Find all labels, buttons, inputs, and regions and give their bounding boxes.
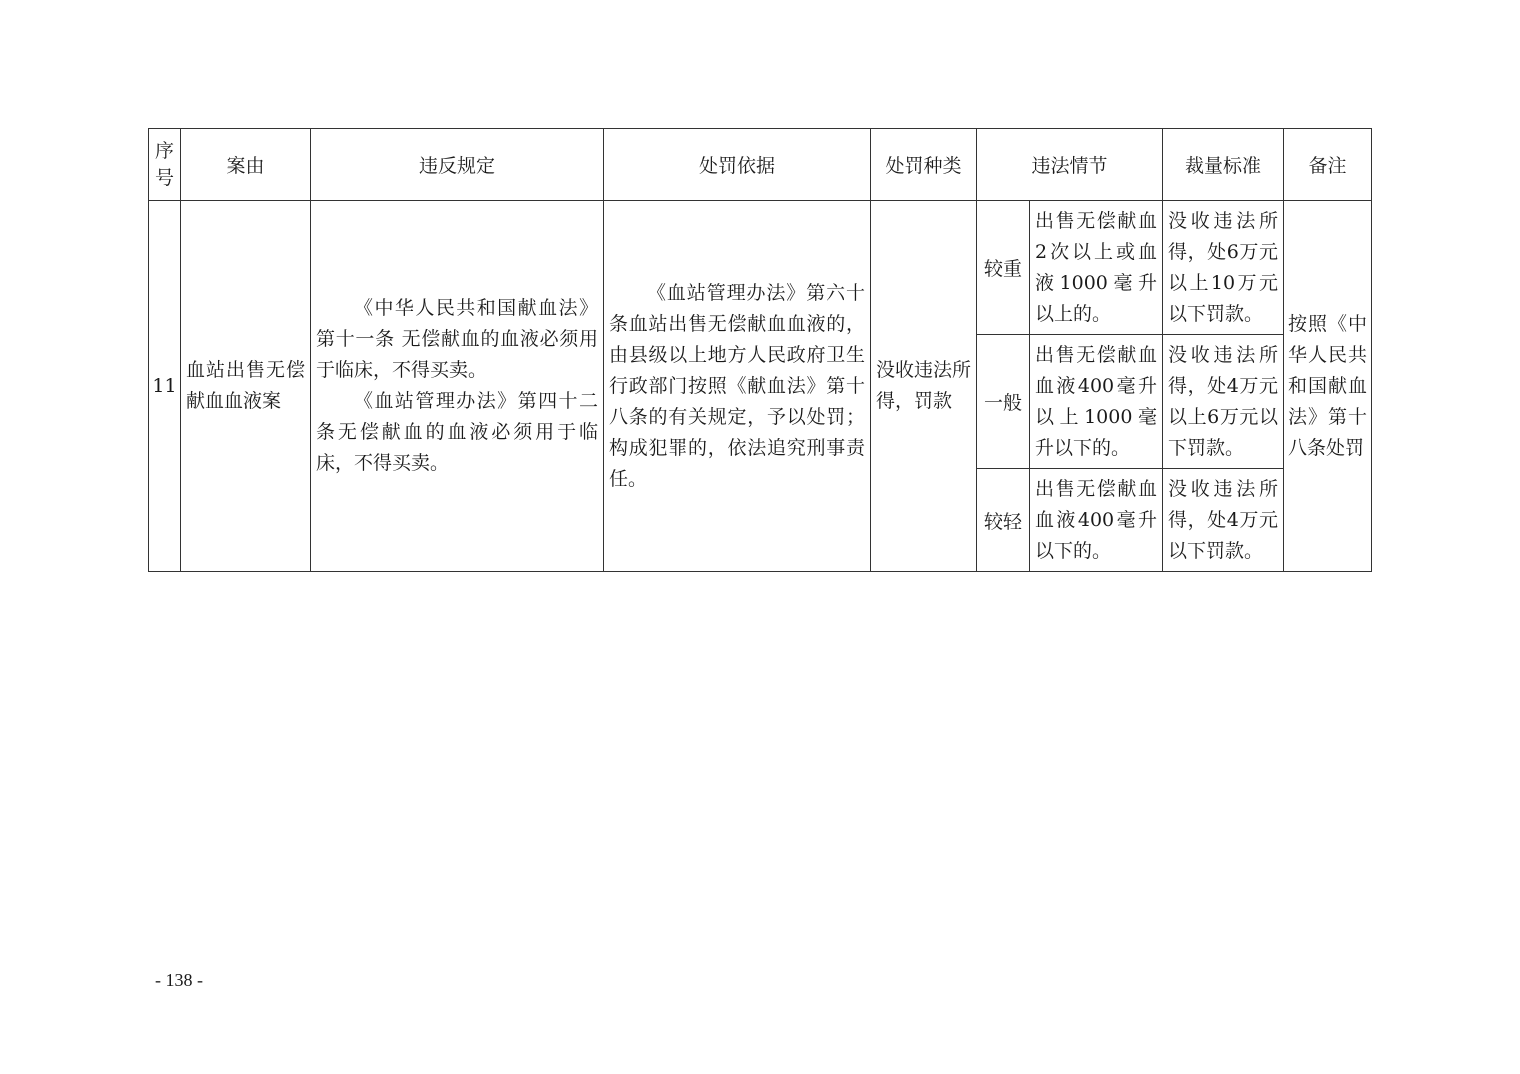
cell-standard-severe: 没收违法所得，处6万元以上10万元以下罚款。: [1163, 201, 1284, 335]
header-penalty-type: 处罚种类: [871, 129, 977, 201]
cell-violation: [311, 201, 604, 572]
cell-circumstance-minor: 出售无偿献血血液400毫升以下的。: [1030, 469, 1163, 572]
header-row: [149, 129, 1372, 201]
cell-remark: 按照《中华人民共和国献血法》第十八条处罚: [1284, 201, 1372, 572]
header-seq: 序号: [149, 129, 181, 201]
violation-paragraph-2: 《血站管理办法》第四十二条无偿献血的血液必须用于临床，不得买卖。: [316, 390, 598, 474]
cell-basis: 《血站管理办法》第六十条血站出售无偿献血血液的，由县级以上地方人民政府卫生行政部门按照《献血法》第十八条的有关规定，予以处罚；构成犯罪的，依法追究刑事责任。: [604, 201, 871, 572]
cell-standard-general: 没收违法所得，处4万元以上6万元以下罚款。: [1163, 335, 1284, 469]
cell-level-severe: 较重: [977, 201, 1030, 335]
page-number: - 138 -: [155, 970, 203, 990]
header-basis: 处罚依据: [604, 129, 871, 201]
header-remark: 备注: [1284, 129, 1372, 201]
cell-level-minor: 较轻: [977, 469, 1030, 572]
cell-circumstance-general: 出售无偿献血血液400毫升以上1000毫升以下的。: [1030, 335, 1163, 469]
header-circumstance: 违法情节: [977, 129, 1163, 201]
cell-seq: 11: [149, 201, 181, 572]
cell-level-general: 一般: [977, 335, 1030, 469]
header-case: 案由: [181, 129, 311, 201]
violation-paragraph-1: 《中华人民共和国献血法》第十一条 无偿献血的血液必须用于临床，不得买卖。: [316, 297, 598, 381]
table-row: [149, 201, 1372, 335]
cell-circumstance-severe: 出售无偿献血2次以上或血液1000毫升以上的。: [1030, 201, 1163, 335]
cell-case: 血站出售无偿献血血液案: [181, 201, 311, 572]
cell-standard-minor: 没收违法所得，处4万元以下罚款。: [1163, 469, 1284, 572]
header-standard: 裁量标准: [1163, 129, 1284, 201]
header-violation: 违反规定: [311, 129, 604, 201]
cell-penalty-type: 没收违法所得，罚款: [871, 201, 977, 572]
penalty-discretion-table: [148, 128, 1372, 572]
